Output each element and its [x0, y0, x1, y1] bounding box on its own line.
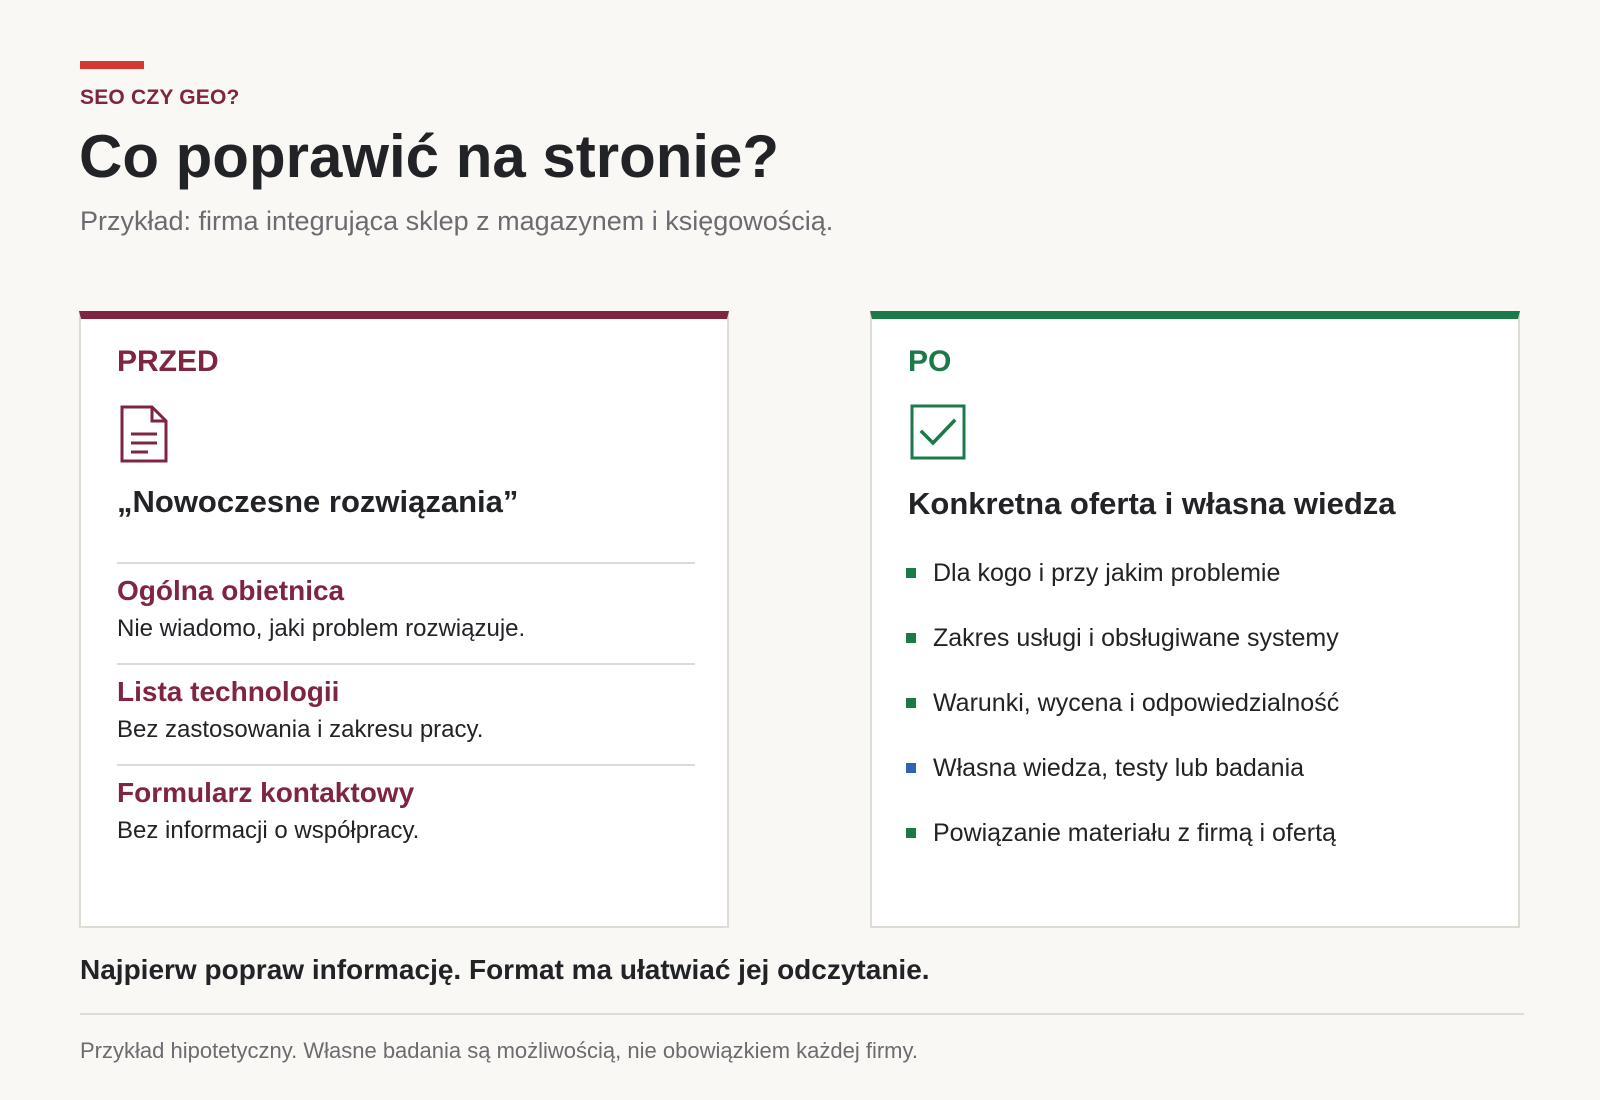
- list-item: [906, 819, 1339, 884]
- before-card: [79, 311, 729, 928]
- list-item: [906, 559, 1339, 624]
- page-subtitle: Przykład: firma integrująca sklep z magazynem i księgowością.: [80, 206, 834, 236]
- point-text: Zakres usługi i obsługiwane systemy: [933, 624, 1339, 652]
- list-item: [117, 663, 695, 764]
- footnote: Przykład hipotetyczny. Własne badania są możliwością, nie obowiązkiem każdej firmy.: [80, 1038, 918, 1063]
- point-text: Własna wiedza, testy lub badania: [933, 754, 1305, 782]
- checkbox-checked-icon: [910, 404, 966, 465]
- point-text: Dla kogo i przy jakim problemie: [933, 559, 1281, 587]
- document-icon: [119, 404, 169, 469]
- point-list: [906, 559, 1339, 884]
- page-title: Co poprawić na stronie?: [79, 123, 780, 190]
- before-heading: „Nowoczesne rozwiązania”: [117, 484, 519, 519]
- point-text: Warunki, wycena i odpowiedzialność: [933, 689, 1340, 717]
- issue-description: Bez zastosowania i zakresu pracy.: [117, 716, 484, 743]
- divider: [80, 1013, 1524, 1015]
- square-bullet-icon: [906, 633, 916, 643]
- square-bullet-icon: [906, 763, 916, 773]
- eyebrow-label: SEO CZY GEO?: [80, 86, 240, 109]
- square-bullet-icon: [906, 828, 916, 838]
- accent-bar: [80, 61, 144, 69]
- square-bullet-icon: [906, 698, 916, 708]
- issue-title: Formularz kontaktowy: [117, 777, 415, 808]
- point-text: Powiązanie materiału z firmą i ofertą: [933, 819, 1336, 847]
- issue-list: [117, 562, 695, 865]
- summary-statement: Najpierw popraw informację. Format ma ułatwiać jej odczytanie.: [80, 954, 930, 985]
- issue-title: Ogólna obietnica: [117, 575, 345, 606]
- list-item: [117, 764, 695, 865]
- issue-description: Bez informacji o współpracy.: [117, 817, 420, 844]
- after-heading: Konkretna oferta i własna wiedza: [908, 486, 1396, 521]
- issue-title: Lista technologii: [117, 676, 340, 707]
- after-card: [870, 311, 1520, 928]
- square-bullet-icon: [906, 568, 916, 578]
- list-item: [906, 754, 1339, 819]
- list-item: [906, 624, 1339, 689]
- after-label: PO: [908, 345, 952, 378]
- list-item: [117, 562, 695, 663]
- list-item: [906, 689, 1339, 754]
- before-label: PRZED: [117, 345, 219, 378]
- issue-description: Nie wiadomo, jaki problem rozwiązuje.: [117, 615, 526, 642]
